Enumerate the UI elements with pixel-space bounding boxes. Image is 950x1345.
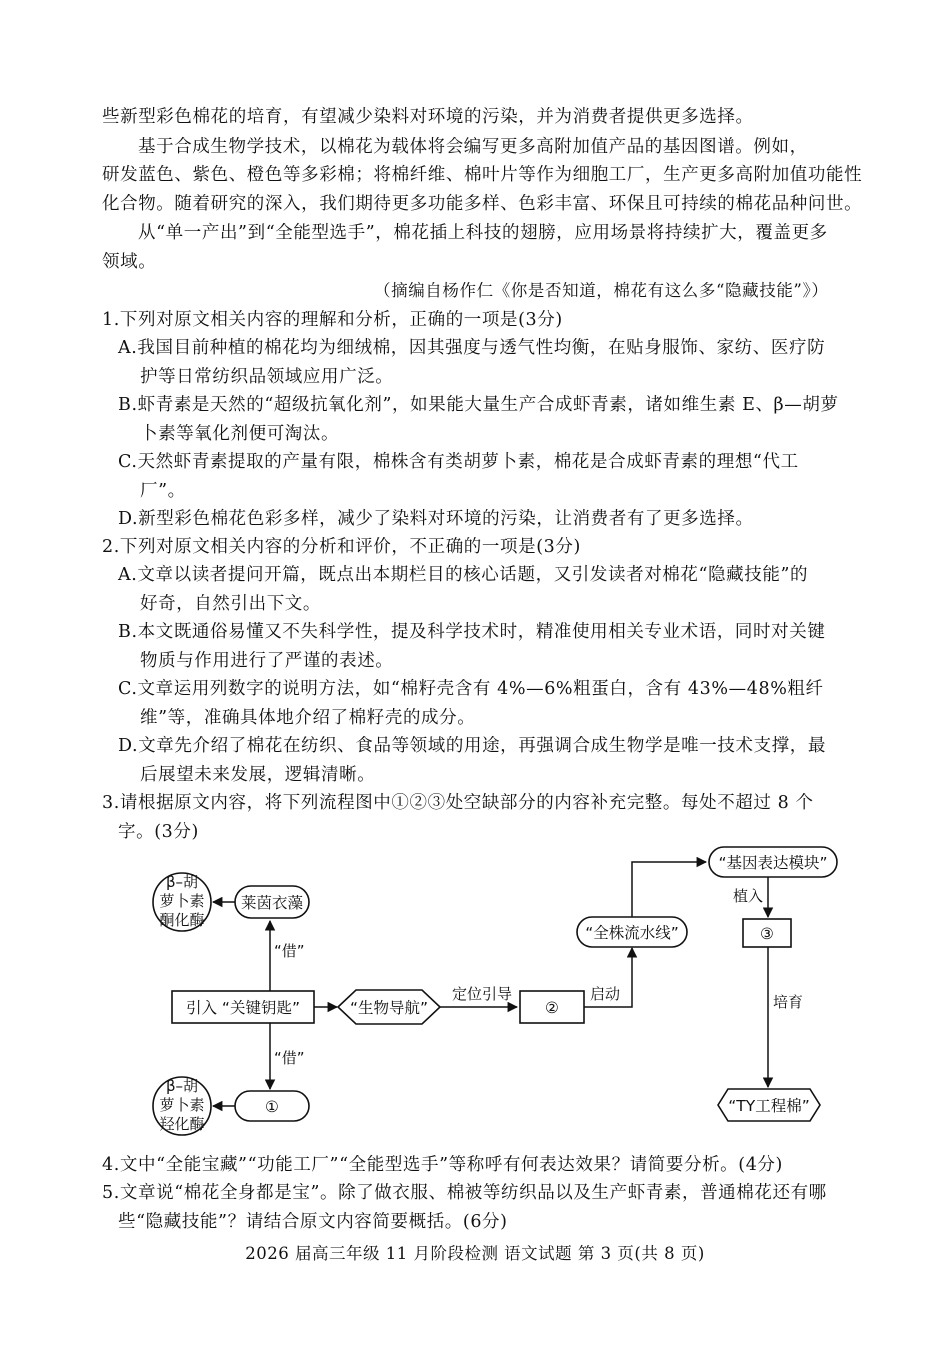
alga-label: 莱茵衣藻 — [240, 894, 304, 912]
enzyme-bottom-line2: 萝卜素 — [159, 1096, 205, 1114]
question-5-stem-cont: 些“隐藏技能”？请结合原文内容简要概括。(6分) — [118, 1212, 508, 1232]
q2-option-d-cont: 后展望未来发展，逻辑清晰。 — [140, 765, 376, 785]
q1-option-d: D.新型彩色棉花色彩多样，减少了染料对环境的污染，让消费者有了更多选择。 — [118, 509, 754, 529]
arrow-line-to-module — [632, 862, 706, 917]
borrow-top-label: “借” — [274, 942, 305, 960]
question-5-stem: 5.文章说“棉花全身都是宝”。除了做衣服、棉被等纺织品以及生产虾青素，普通棉花还有哪 — [102, 1183, 827, 1203]
question-4-stem: 4.文中“全能宝藏”“功能工厂”“全能型选手”等称呼有何表达效果？请简要分析。(4分) — [102, 1155, 783, 1175]
borrow-bottom-label: “借” — [274, 1049, 305, 1067]
whole-line-label: “全株流水线” — [585, 924, 679, 942]
q2-option-b-cont: 物质与作用进行了严谨的表述。 — [140, 651, 394, 671]
blank-1-node — [235, 1091, 309, 1121]
gene-module-node — [709, 847, 837, 877]
q2-option-c: C.文章运用列数字的说明方法，如“棉籽壳含有 4%—6%粗蛋白，含有 43%—48%粗纤 — [118, 679, 824, 699]
gene-module-label: “基因表达模块” — [718, 854, 828, 872]
start-label: 启动 — [590, 985, 621, 1003]
passage-line: 领域。 — [102, 252, 157, 272]
intro-key-label: 引入 “关键钥匙” — [186, 999, 300, 1017]
intro-key-node — [172, 991, 314, 1023]
flowchart — [0, 835, 950, 1145]
passage-line: 研发蓝色、紫色、橙色等多彩棉；将棉纤维、棉叶片等作为细胞工厂，生产更多高附加值功能性 — [102, 165, 863, 185]
q2-option-b: B.本文既通俗易懂又不失科学性，提及科学技术时，精准使用相关专业术语，同时对关键 — [118, 622, 826, 642]
question-2-stem: 2.下列对原文相关内容的分析和评价，不正确的一项是(3分) — [102, 537, 581, 557]
q1-option-b: B.虾青素是天然的“超级抗氧化剂”，如果能大量生产合成虾青素，诸如维生素 E、β—胡萝 — [118, 395, 839, 415]
q1-option-c-cont: 厂”。 — [140, 481, 186, 501]
passage-line: 些新型彩色棉花的培育，有望减少染料对环境的污染，并为消费者提供更多选择。 — [102, 107, 754, 127]
whole-line-node — [577, 917, 687, 947]
enzyme-bottom-line1: β–胡 — [165, 1077, 199, 1095]
blank-2-label: ② — [545, 999, 559, 1017]
passage-line: 化合物。随着研究的深入，我们期待更多功能多样、色彩丰富、环保且可持续的棉花品种问世。 — [102, 194, 863, 214]
q2-option-a: A.文章以读者提问开篇，既点出本期栏目的核心话题，又引发读者对棉花“隐藏技能”的 — [118, 565, 809, 585]
q1-option-a-cont: 护等日常纺织品领域应用广泛。 — [140, 367, 394, 387]
passage-line: 从“单一产出”到“全能型选手”，棉花插上科技的翅膀，应用场景将持续扩大，覆盖更多 — [138, 223, 828, 243]
ty-cotton-node — [718, 1089, 820, 1121]
question-3-stem: 3.请根据原文内容，将下列流程图中①②③处空缺部分的内容补充完整。每处不超过 8 个 — [102, 793, 814, 813]
q2-option-c-cont: 维”等，准确具体地介绍了棉籽壳的成分。 — [140, 708, 476, 728]
blank-1-label: ① — [265, 1098, 279, 1116]
cultivate-label: 培育 — [773, 993, 804, 1011]
alga-node — [235, 886, 309, 918]
implant-label: 植入 — [733, 887, 764, 905]
enzyme-bottom-node — [153, 1077, 211, 1135]
bio-nav-label: “生物导航” — [349, 999, 429, 1017]
page-footer: 2026 届高三年级 11 月阶段检测 语文试题 第 3 页(共 8 页) — [245, 1244, 705, 1263]
q1-option-b-cont: 卜素等氧化剂便可淘汰。 — [140, 424, 340, 444]
enzyme-top-line3: 酮化酶 — [159, 911, 205, 929]
q1-option-c: C.天然虾青素提取的产量有限，棉株含有类胡萝卜素，棉花是合成虾青素的理想“代工 — [118, 452, 799, 472]
locate-guide-label: 定位引导 — [452, 985, 513, 1003]
q1-option-a: A.我国目前种植的棉花均为细绒棉，因其强度与透气性均衡，在贴身服饰、家纺、医疗防 — [118, 338, 826, 358]
blank-2-node — [520, 991, 584, 1023]
q2-option-a-cont: 好奇，自然引出下文。 — [140, 594, 321, 614]
question-1-stem: 1.下列对原文相关内容的理解和分析，正确的一项是(3分) — [102, 310, 563, 330]
source-citation: （摘编自杨作仁《你是否知道，棉花有这么多“隐藏技能”》） — [374, 281, 829, 300]
blank-3-node — [743, 919, 791, 947]
ty-cotton-label: “TY工程棉” — [728, 1097, 810, 1115]
enzyme-top-line1: β–胡 — [165, 873, 199, 891]
q2-option-d: D.文章先介绍了棉花在纺织、食品等领域的用途，再强调合成生物学是唯一技术支撑，最 — [118, 736, 826, 756]
question-3-stem-cont: 字。(3分) — [118, 822, 199, 842]
enzyme-bottom-line3: 羟化酶 — [159, 1115, 205, 1133]
passage-line: 基于合成生物学技术，以棉花为载体将会编写更多高附加值产品的基因图谱。例如， — [138, 137, 808, 157]
bio-nav-node — [338, 990, 440, 1024]
enzyme-top-line2: 萝卜素 — [159, 892, 205, 910]
blank-3-label: ③ — [760, 925, 774, 943]
enzyme-top-node — [153, 873, 211, 931]
